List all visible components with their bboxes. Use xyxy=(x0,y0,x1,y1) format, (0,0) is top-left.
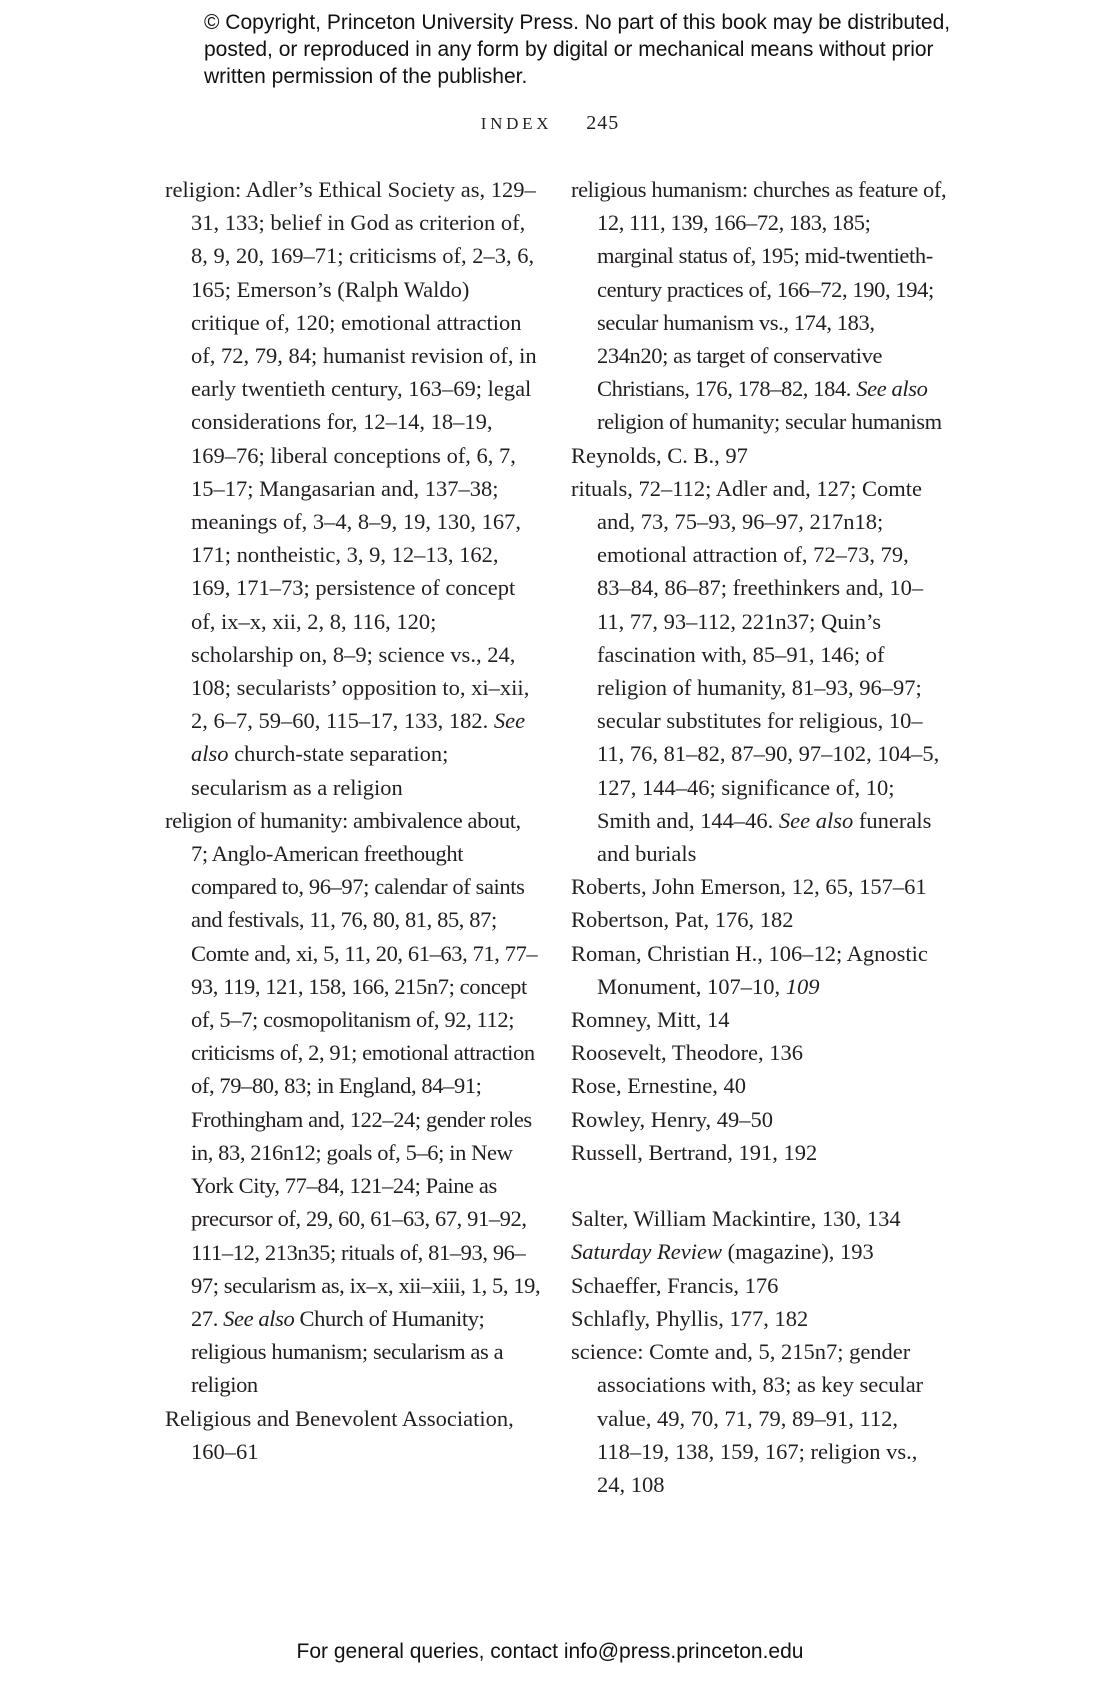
index-entry-saturday-review: Saturday Review (magazine), 193 xyxy=(571,1239,874,1265)
index-column-left xyxy=(165,173,541,1468)
index-entry-robertson: Robertson, Pat, 176, 182 xyxy=(571,907,794,933)
index-entry-religious-humanism: religious humanism: churches as feature of, 12, 111, 139, 166–72, 183, 185; marginal status of, 195; mid-twentieth-century practices of, 166–72, 190, 194; secular humanism vs., 174, 183, 234n20; as target of conservative Christians, 176, 178–82, 184. See also religion of humanity; secular humanism xyxy=(571,177,947,435)
index-entry-rituals: rituals, 72–112; Adler and, 127; Comte and, 73, 75–93, 96–97, 217n18; emotional attraction of, 72–73, 79, 83–84, 86–87; freethinkers and, 10–11, 77, 93–112, 221n37; Quin’s fascination with, 85–91, 146; of religion of humanity, 81–93, 96–97; secular substitutes for religious, 10–11, 76, 81–82, 87–90, 97–102, 104–5, 127, 144–46; significance of, 10; Smith and, 144–46. See also funerals and burials xyxy=(571,475,940,867)
running-head xyxy=(0,112,1100,135)
index-entry-schlafly: Schlafly, Phyllis, 177, 182 xyxy=(571,1305,809,1331)
copyright-notice: © Copyright, Princeton University Press. No part of this book may be distributed, posted, or reproduced in any form by digital or mechanical means without prior written permission of the publisher. xyxy=(204,11,951,88)
index-entry-religious-benevolent-association: Religious and Benevolent Association, 160–61 xyxy=(165,1405,514,1464)
page-number: 245 xyxy=(586,112,620,134)
index-entry-rose: Rose, Ernestine, 40 xyxy=(571,1073,746,1099)
index-entry-schaeffer: Schaeffer, Francis, 176 xyxy=(571,1272,779,1298)
index-entry-religion-of-humanity: religion of humanity: ambivalence about, 7; Anglo-American freethought compared to, 96–97; calendar of saints and festivals, 11, 76, 80, 81, 85, 87; Comte and, xi, 5, 11, 20, 61–63, 71, 77–93, 119, 121, 158, 166, 215n7; concept of, 5–7; cosmopolitanism of, 92, 112; criticisms of, 2, 91; emotional attraction of, 79–80, 83; in England, 84–91; Frothingham and, 122–24; gender roles in, 83, 216n12; goals of, 5–6; in New York City, 77–84, 121–24; Paine as precursor of, 29, 60, 61–63, 67, 91–92, 111–12, 213n35; rituals of, 81–93, 96–97; secularism as, ix–x, xii–xiii, 1, 5, 19, 27. See also Church of Humanity; religious humanism; secularism as a religion xyxy=(165,807,541,1398)
index-entry-rowley: Rowley, Henry, 49–50 xyxy=(571,1106,774,1132)
index-entry-roosevelt: Roosevelt, Theodore, 136 xyxy=(571,1040,804,1066)
index-entry-romney: Romney, Mitt, 14 xyxy=(571,1007,730,1033)
index-entry-reynolds: Reynolds, C. B., 97 xyxy=(571,442,748,468)
index-entry-roman: Roman, Christian H., 106–12; Agnostic Monument, 107–10, 109 xyxy=(571,940,928,999)
index-entry-science: science: Comte and, 5, 215n7; gender associations with, 83; as key secular value, 49, 70, 71, 79, 89–91, 112, 118–19, 138, 159, 167; religion vs., 24, 108 xyxy=(571,1339,924,1497)
index-entry-religion: religion: Adler’s Ethical Society as, 129–31, 133; belief in God as criterion of, 8, 9, 20, 169–71; criticisms of, 2–3, 6, 165; Emerson’s (Ralph Waldo) critique of, 120; emotional attraction of, 72, 79, 84; humanist revision of, in early twentieth century, 163–69; legal considerations for, 12–14, 18–19, 169–76; liberal conceptions of, 6, 7, 15–17; Mangasarian and, 137–38; meanings of, 3–4, 8–9, 19, 130, 167, 171; nontheistic, 3, 9, 12–13, 162, 169, 171–73; persistence of concept of, ix–x, xii, 2, 8, 116, 120; scholarship on, 8–9; science vs., 24, 108; secularists’ opposition to, xi–xii, 2, 6–7, 59–60, 115–17, 133, 182. See also church-state separation; secularism as a religion xyxy=(165,177,537,800)
index-entry-russell: Russell, Bertrand, 191, 192 xyxy=(571,1139,818,1165)
index-entry-roberts: Roberts, John Emerson, 12, 65, 157–61 xyxy=(571,874,927,900)
index-column-right xyxy=(571,173,947,1501)
section-title: INDEX xyxy=(480,114,553,133)
footer-contact: For general queries, contact info@press.princeton.edu xyxy=(296,1640,804,1663)
index-entry-salter: Salter, William Mackintire, 130, 134 xyxy=(571,1206,901,1232)
